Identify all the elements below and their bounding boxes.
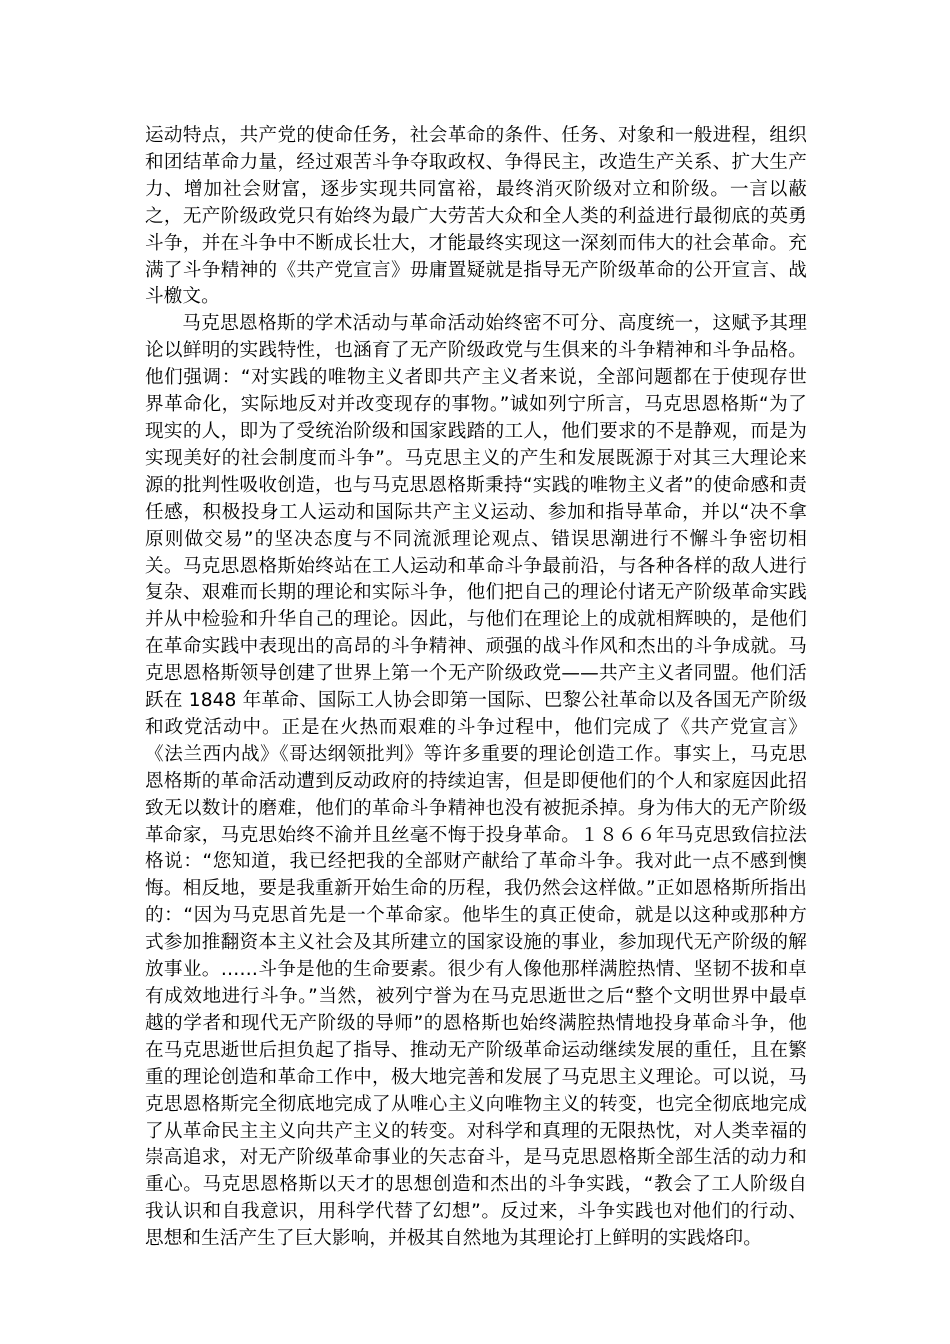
paragraph-main: 马克思恩格斯的学术活动与革命活动始终密不可分、高度统一，这赋予其理论以鲜明的实践特性，也涵育了无产阶级政党与生俱来的斗争精神和斗争品格。他们强调：“对实践的唯物主义者即共产主义者来说，全部问题都在于使现存世界革命化，实际地反对并改变现存的事物。”诚如列宁所言，马克思恩格斯“为了现实的人，即为了受统治阶级和国家践踏的工人，他们要求的不是静观，而是为实现美好的社会制度而斗争”。马克思主义的产生和发展既源于对其三大理论来源的批判性吸收创造，也与马克思恩格斯秉持“实践的唯物主义者”的使命感和责任感，积极投身工人运动和国际共产主义运动、参加和指导革命，并以“决不拿原则做交易”的坚决态度与不同流派理论观点、错误思潮进行不懈斗争密切相关。马克思恩格斯始终站在工人运动和革命斗争最前沿，与各种各样的敌人进行复杂、艰难而长期的理论和实际斗争，他们把自己的理论付诸无产阶级革命实践并从中检验和升华自己的理论。因此，与他们在理论上的成就相辉映的，是他们在革命实践中表现出的高昂的斗争精神、顽强的战斗作风和杰出的斗争成就。马克思恩格斯领导创建了世界上第一个无产阶级政党——共产主义者同盟。他们活跃在 1848 年革命、国际工人协会即第一国际、巴黎公社革命以及各国无产阶级和政党活动中。正是在火热而艰难的斗争过程中，他们完成了《共产党宣言》《法兰西内战》《哥达纲领批判》等许多重要的理论创造工作。事实上，马克思恩格斯的革命活动遭到反动政府的持续迫害，但是即便他们的个人和家庭因此招致无以数计的磨难，他们的革命斗争精神也没有被扼杀掉。身为伟大的无产阶级革命家，马克思始终不渝并且丝毫不悔于投身革命。１８６６年马克思致信拉法格说：“您知道，我已经把我的全部财产献给了革命斗争。我对此一点不感到懊悔。相反地，要是我重新开始生命的历程，我仍然会这样做。”正如恩格斯所指出的：“因为马克思首先是一个革命家。他毕生的真正使命，就是以这种或那种方式参加推翻资本主义社会及其所建立的国家设施的事业，参加现代无产阶级的解放事业。……斗争是他的生命要素。很少有人像他那样满腔热情、坚韧不拔和卓有成效地进行斗争。”当然，被列宁誉为在马克思逝世之后“整个文明世界中最卓越的学者和现代无产阶级的导师”的恩格斯也始终满腔热情地投身革命斗争，他在马克思逝世后担负起了指导、推动无产阶级革命运动继续发展的重任，且在繁重的理论创造和革命工作中，极大地完善和发展了马克思主义理论。可以说，马克思恩格斯完全彻底地完成了从唯心主义向唯物主义的转变，也完全彻底地完成了从革命民主主义向共产主义的转变。对科学和真理的无限热忱，对人类幸福的崇高追求，对无产阶级革命事业的矢志奋斗，是马克思恩格斯全部生活的动力和重心。马克思恩格斯以天才的思想创造和杰出的斗争实践，“教会了工人阶级自我认识和自我意识，用科学代替了幻想”。反过来，斗争实践也对他们的行动、思想和生活产生了巨大影响，并极其自然地为其理论打上鲜明的实践烙印。: [145, 313, 807, 1250]
paragraph-continued: 运动特点，共产党的使命任务，社会革命的条件、任务、对象和一般进程，组织和团结革命力量，经过艰苦斗争夺取政权、争得民主，改造生产关系、扩大生产力、增加社会财富，逐步实现共同富裕，最终消灭阶级对立和阶级。一言以蔽之，无产阶级政党只有始终为最广大劳苦大众和全人类的利益进行最彻底的英勇斗争，并在斗争中不断成长壮大，才能最终实现这一深刻而伟大的社会革命。充满了斗争精神的《共产党宣言》毋庸置疑就是指导无产阶级革命的公开宣言、战斗檄文。: [145, 125, 807, 308]
body-text: [145, 123, 807, 1253]
